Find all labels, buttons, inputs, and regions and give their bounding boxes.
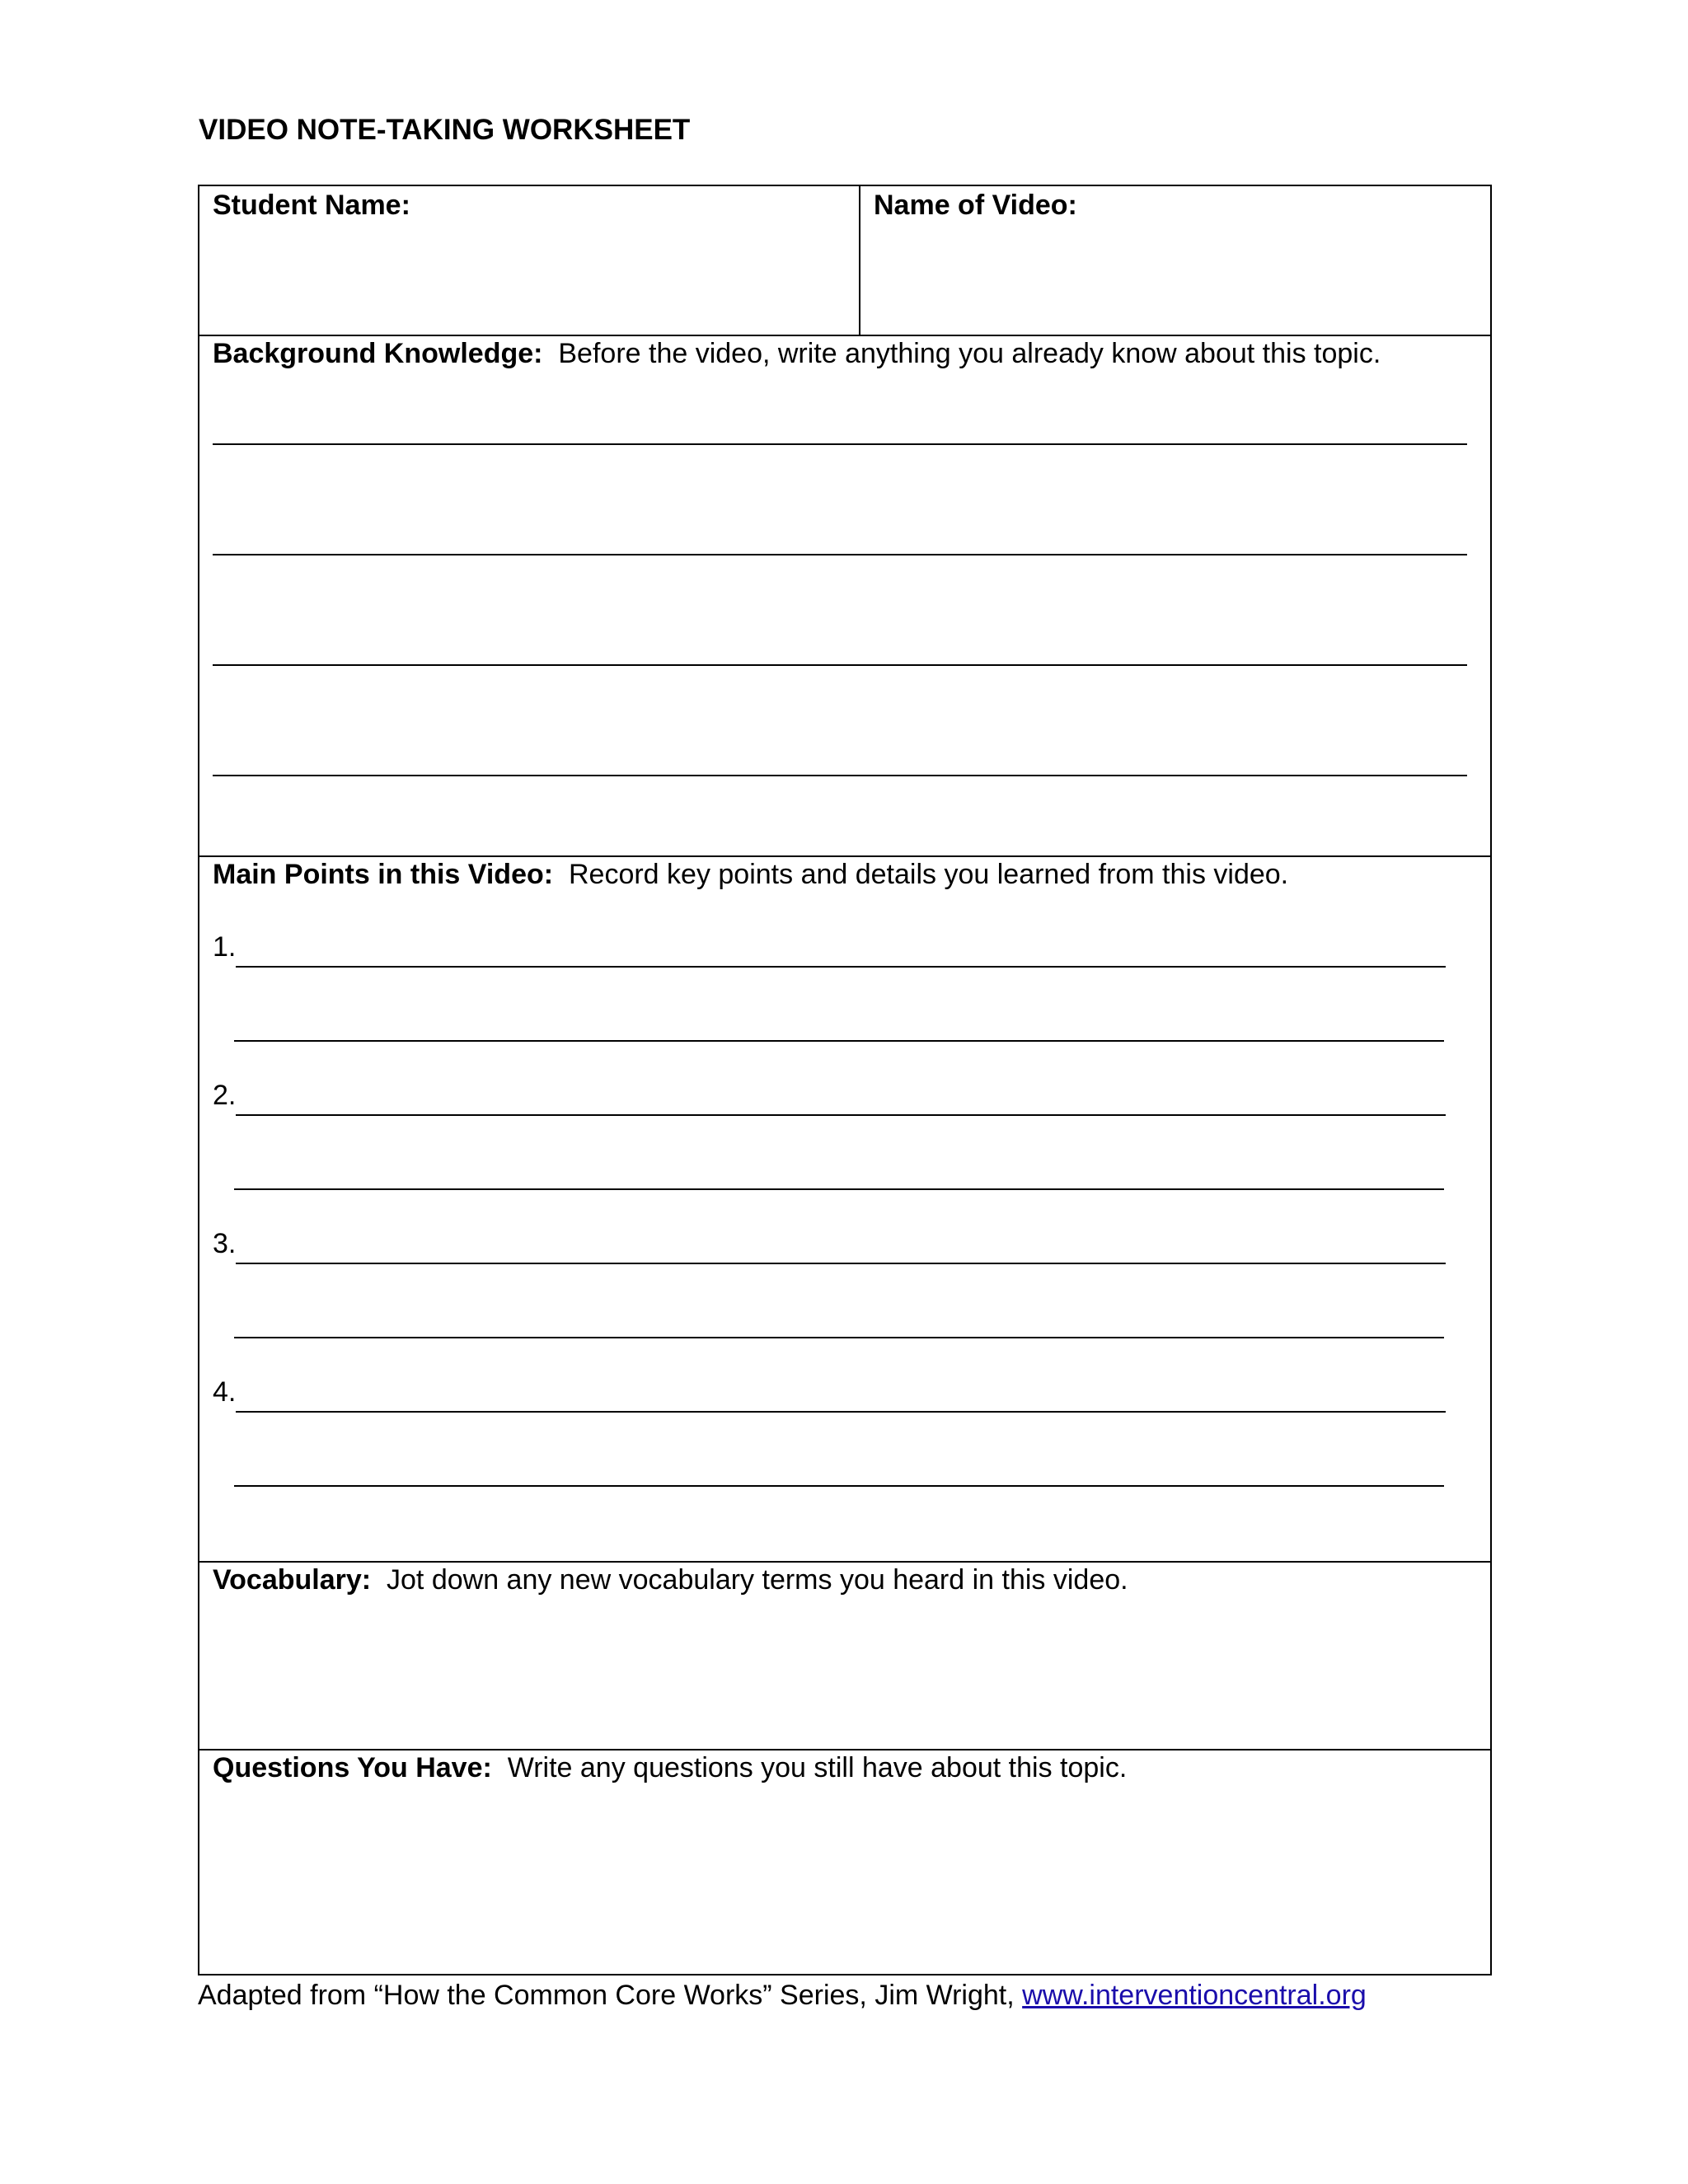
point-writing-line[interactable] (236, 1263, 1446, 1264)
video-name-field[interactable] (874, 190, 1484, 330)
main-points-heading (213, 859, 1288, 891)
student-name-label: Student Name: (213, 190, 410, 221)
background-writing-line[interactable] (213, 664, 1467, 666)
point-writing-line[interactable] (234, 1040, 1444, 1042)
main-points-instruction: Record key points and details you learned from this video. (568, 859, 1289, 890)
background-knowledge-instruction: Before the video, write anything you already know about this topic. (558, 338, 1381, 369)
main-points-section (199, 857, 1490, 1563)
point-writing-line[interactable] (234, 1485, 1444, 1487)
point-writing-line[interactable] (236, 1114, 1446, 1116)
student-name-field[interactable] (213, 190, 847, 330)
background-writing-line[interactable] (213, 775, 1467, 776)
vocabulary-instruction: Jot down any new vocabulary terms you heard in this video. (387, 1564, 1128, 1596)
worksheet-table (198, 185, 1492, 1975)
point-writing-line[interactable] (234, 1188, 1444, 1190)
questions-label: Questions You Have: (213, 1752, 492, 1783)
vocabulary-heading (213, 1564, 1128, 1596)
point-number: 3. (213, 1228, 237, 1259)
main-points-label: Main Points in this Video: (213, 859, 554, 890)
name-row (199, 186, 1490, 336)
page-title: VIDEO NOTE-TAKING WORKSHEET (199, 114, 691, 146)
footer-link[interactable]: www.interventioncentral.org (1022, 1980, 1367, 2011)
questions-section[interactable] (199, 1750, 1490, 1974)
point-number: 2. (213, 1080, 237, 1111)
point-number: 4. (213, 1376, 237, 1408)
column-divider (859, 186, 860, 335)
background-writing-line[interactable] (213, 554, 1467, 555)
point-writing-line[interactable] (236, 966, 1446, 968)
vocabulary-section[interactable] (199, 1563, 1490, 1750)
questions-instruction: Write any questions you still have about this topic. (507, 1752, 1128, 1783)
background-knowledge-section (199, 336, 1490, 857)
vocabulary-label: Vocabulary: (213, 1564, 372, 1596)
background-writing-line[interactable] (213, 443, 1467, 445)
point-number: 1. (213, 931, 237, 963)
point-writing-line[interactable] (236, 1411, 1446, 1413)
background-knowledge-label: Background Knowledge: (213, 338, 543, 369)
questions-heading (213, 1752, 1127, 1784)
point-writing-line[interactable] (234, 1337, 1444, 1338)
video-name-label: Name of Video: (874, 190, 1077, 221)
background-knowledge-heading (213, 338, 1381, 370)
footer-text: Adapted from “How the Common Core Works” Series, Jim Wright, (198, 1980, 1015, 2011)
footer-attribution (198, 1980, 1367, 2012)
